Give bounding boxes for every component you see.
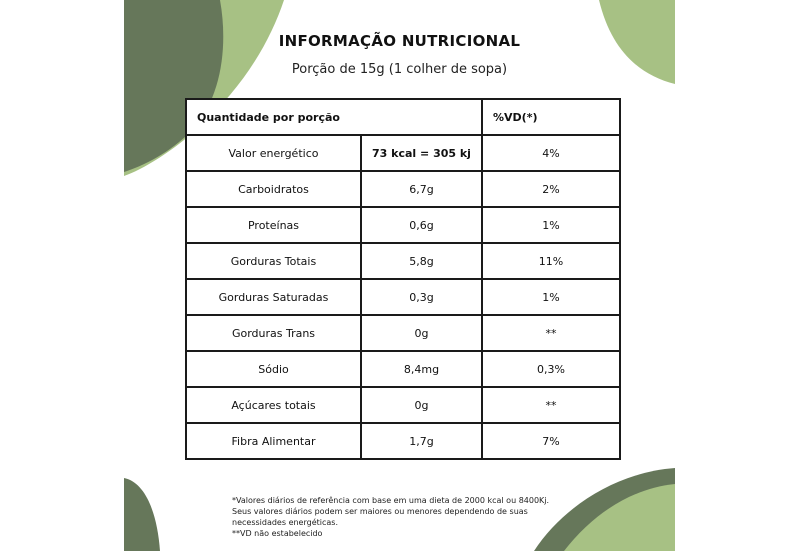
table-header-row [186,99,620,135]
footnote-line: necessidades energéticas. [232,518,338,527]
nutrient-amount: 0g [361,315,482,351]
nutrient-amount: 0g [361,387,482,423]
nutrient-daily-value: 0,3% [482,351,620,387]
nutrient-name: Sódio [186,351,361,387]
nutrient-name: Fibra Alimentar [186,423,361,459]
nutrient-amount: 8,4mg [361,351,482,387]
table-row [186,387,620,423]
table-row [186,315,620,351]
nutrition-table [185,98,621,460]
nutrient-daily-value: 11% [482,243,620,279]
nutrient-name: Gorduras Saturadas [186,279,361,315]
page-title: INFORMAÇÃO NUTRICIONAL [278,32,521,50]
footnote-line: Seus valores diários podem ser maiores ou menores dependendo de suas [232,507,528,516]
table-row [186,135,620,171]
footnote-line: **VD não estabelecido [232,529,323,538]
nutrient-name: Carboidratos [186,171,361,207]
header-daily-value: %VD(*) [482,99,620,135]
nutrient-daily-value: ** [482,315,620,351]
nutrient-name: Gorduras Totais [186,243,361,279]
header-quantity: Quantidade por porção [186,99,482,135]
nutrient-amount: 0,3g [361,279,482,315]
nutrient-amount: 5,8g [361,243,482,279]
table-row [186,243,620,279]
nutrient-amount: 73 kcal = 305 kj [361,135,482,171]
nutrition-label-card [124,0,675,551]
nutrient-daily-value: 7% [482,423,620,459]
bottom-left-dark-leaf [124,478,160,551]
nutrient-daily-value: 4% [482,135,620,171]
nutrient-name: Proteínas [186,207,361,243]
serving-size: Porção de 15g (1 colher de sopa) [291,62,508,77]
table-row [186,207,620,243]
nutrient-amount: 1,7g [361,423,482,459]
nutrient-amount: 6,7g [361,171,482,207]
nutrient-daily-value: ** [482,387,620,423]
nutrient-daily-value: 1% [482,207,620,243]
table-row [186,279,620,315]
table-row [186,351,620,387]
nutrient-name: Valor energético [186,135,361,171]
table-row [186,423,620,459]
table-row [186,171,620,207]
nutrient-amount: 0,6g [361,207,482,243]
nutrient-name: Açúcares totais [186,387,361,423]
footnotes [232,495,550,539]
nutrient-daily-value: 1% [482,279,620,315]
footnote-line: *Valores diários de referência com base em uma dieta de 2000 kcal ou 8400Kj. [232,496,550,505]
nutrient-name: Gorduras Trans [186,315,361,351]
nutrient-daily-value: 2% [482,171,620,207]
